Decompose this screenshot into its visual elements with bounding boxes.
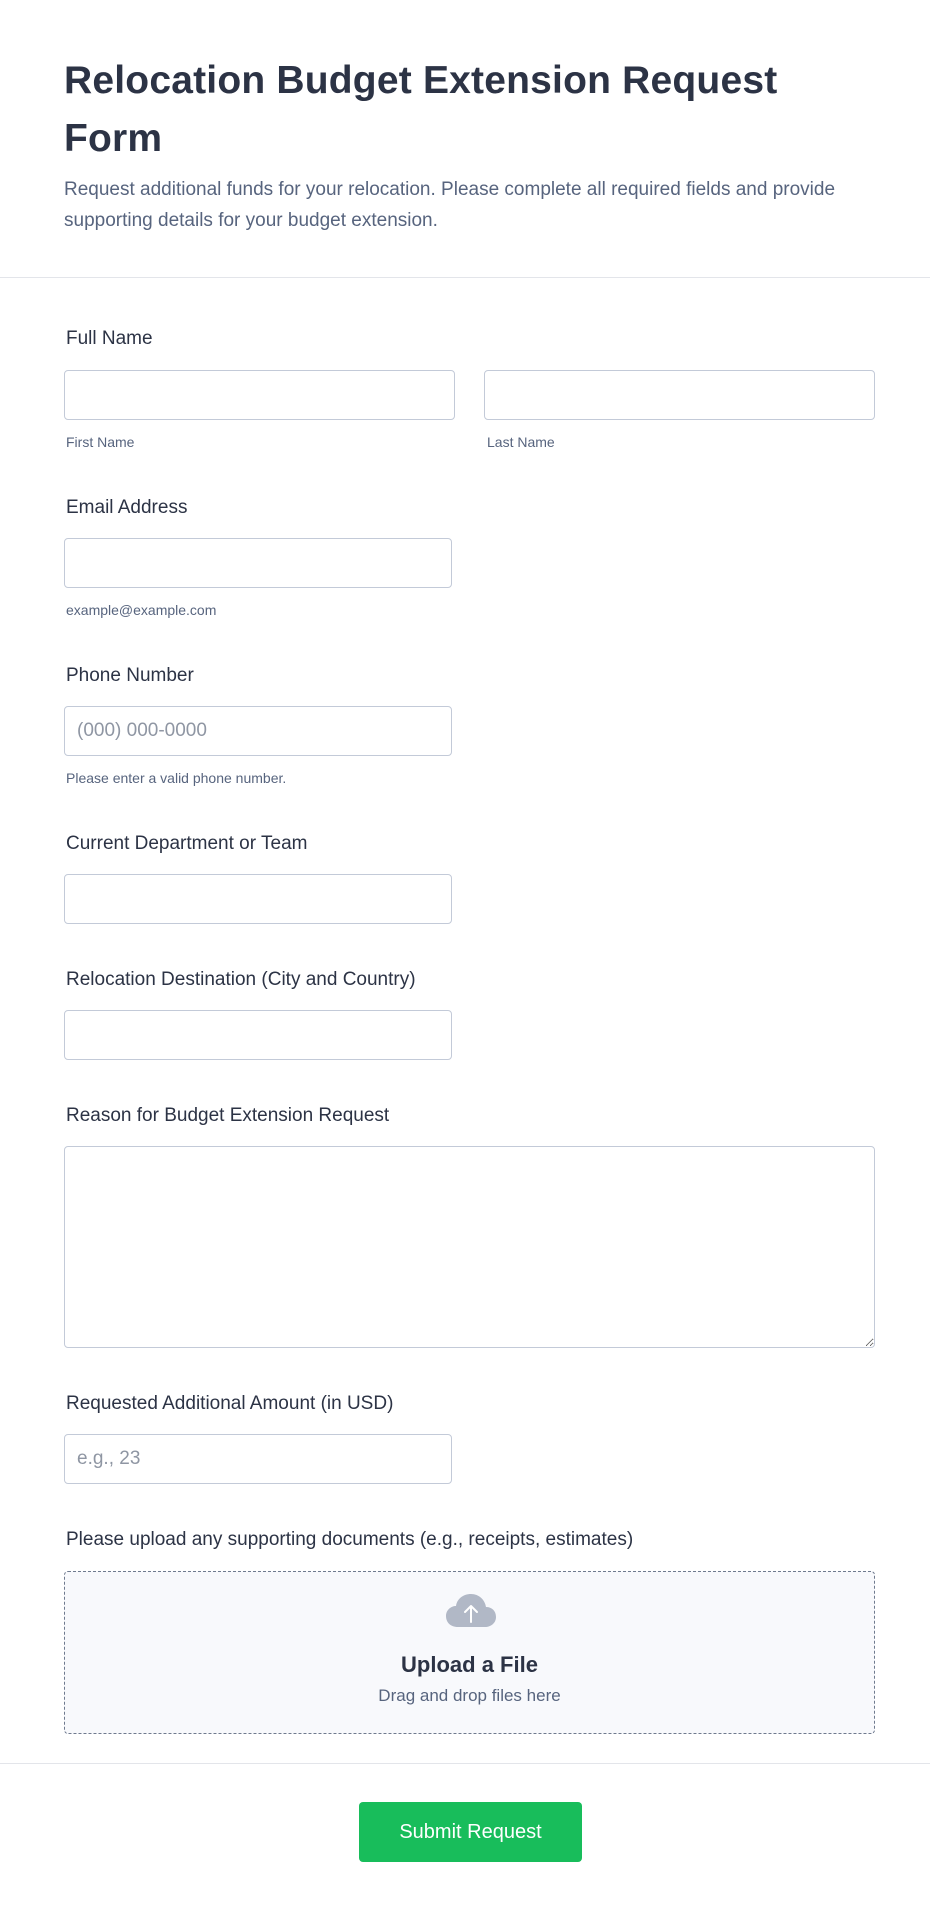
reason-label: Reason for Budget Extension Request — [66, 1105, 390, 1126]
amount-label: Requested Additional Amount (in USD) — [66, 1393, 394, 1414]
destination-input[interactable] — [64, 1010, 452, 1060]
upload-title: Upload a File — [401, 1652, 538, 1677]
last-name-sublabel: Last Name — [487, 434, 555, 450]
full-name-label: Full Name — [66, 328, 153, 349]
form-header — [0, 0, 930, 278]
submit-button[interactable]: Submit Request — [359, 1802, 582, 1862]
file-dropzone[interactable] — [64, 1571, 875, 1734]
email-field[interactable] — [64, 538, 452, 588]
first-name-input[interactable] — [64, 370, 455, 420]
first-name-sublabel: First Name — [66, 434, 135, 450]
reason-textarea[interactable] — [64, 1146, 875, 1348]
email-label: Email Address — [66, 497, 188, 518]
phone-label: Phone Number — [66, 665, 194, 686]
department-input[interactable] — [64, 874, 452, 924]
form-title: Relocation Budget Extension Request Form — [64, 59, 778, 160]
cloud-upload-icon — [446, 1594, 496, 1628]
form-footer — [0, 1763, 930, 1911]
email-sublabel: example@example.com — [66, 602, 217, 618]
upload-subtitle: Drag and drop files here — [378, 1686, 561, 1705]
phone-input[interactable] — [64, 706, 452, 756]
form-subtitle: Request additional funds for your relocation. Please complete all required fields and provide supporting details for your budget extension. — [64, 179, 836, 231]
department-label: Current Department or Team — [66, 833, 308, 854]
phone-sublabel: Please enter a valid phone number. — [66, 770, 287, 786]
upload-label: Please upload any supporting documents (e.g., receipts, estimates) — [66, 1529, 634, 1550]
form-body — [0, 278, 930, 1763]
last-name-input[interactable] — [484, 370, 875, 420]
destination-label: Relocation Destination (City and Country) — [66, 969, 416, 990]
amount-input[interactable] — [64, 1434, 452, 1484]
